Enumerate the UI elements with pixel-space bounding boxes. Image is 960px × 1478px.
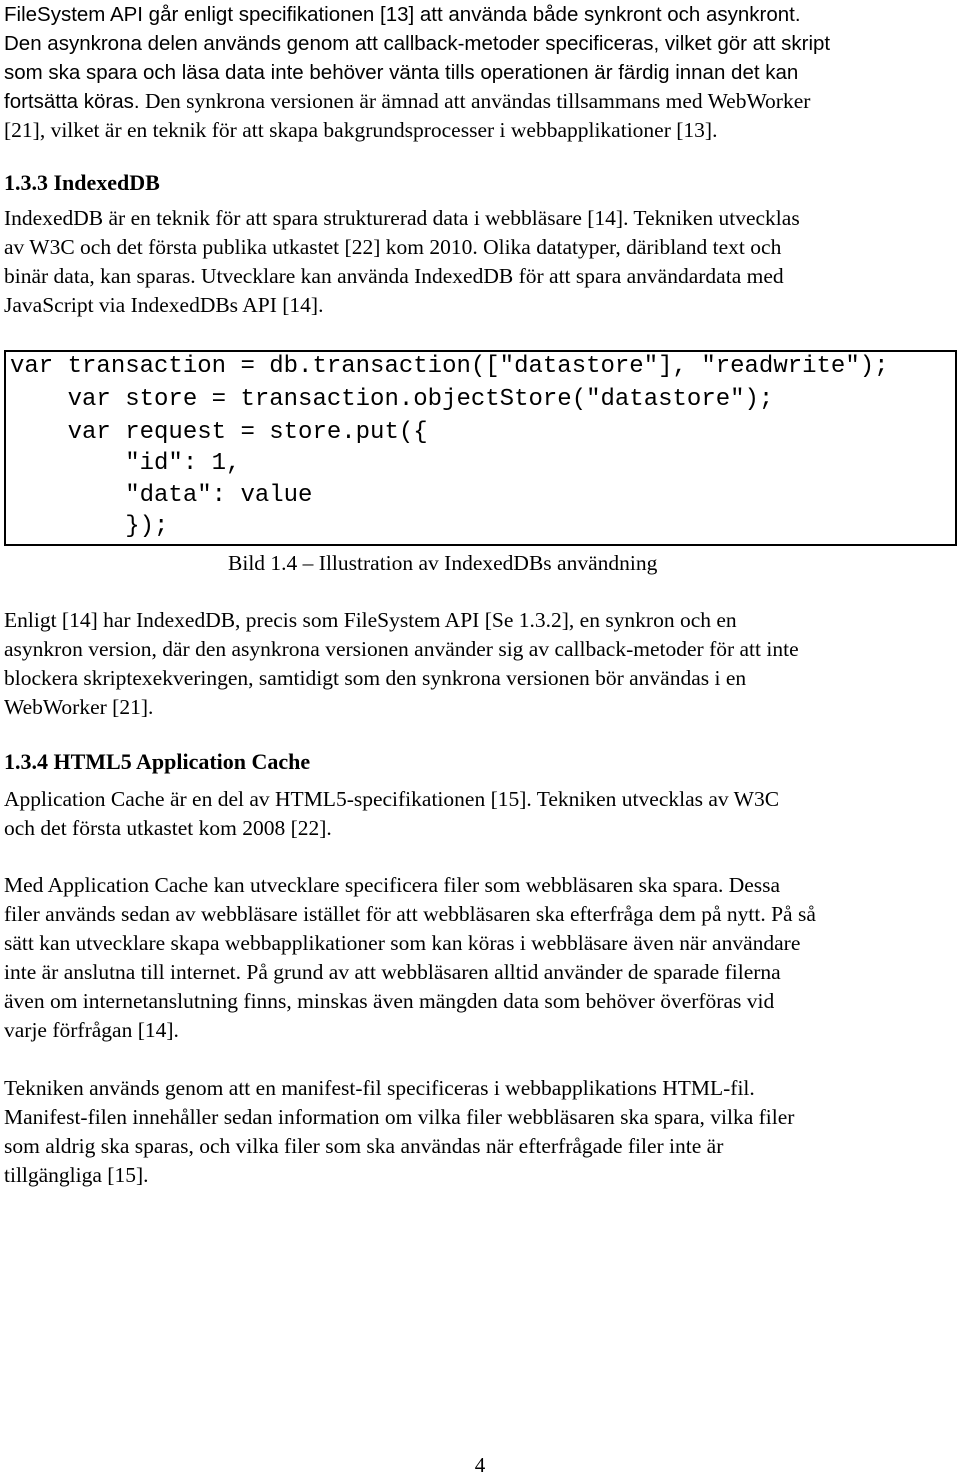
text-line: Den asynkrona delen används genom att callback-metoder specificeras, vilket gör att skript <box>4 32 831 55</box>
text-line: Tekniken används genom att en manifest-fil specificeras i webbapplikations HTML-fil. <box>4 1076 755 1100</box>
text-line: som aldrig ska sparas, och vilka filer som ska användas när efterfrågade filer inte är <box>4 1134 724 1158</box>
paragraph-appcache-manifest <box>4 1074 794 1190</box>
section-heading-appcache: 1.3.4 HTML5 Application Cache <box>4 749 311 774</box>
section-heading-indexeddb: 1.3.3 IndexedDB <box>4 170 160 195</box>
page-number: 4 <box>474 1453 486 1477</box>
code-line: var transaction = db.transaction(["datastore"], "readwrite"); <box>10 353 889 380</box>
text-span: fortsätta köras. <box>4 90 140 113</box>
code-line: "id": 1, <box>10 450 241 477</box>
text-line: JavaScript via IndexedDBs API [14]. <box>4 293 324 317</box>
text-line: filer används sedan av webbläsare istället för att webbläsaren ska efterfråga dem på nytt. På så <box>4 902 816 926</box>
code-line: "data": value <box>10 482 313 509</box>
text-line: asynkron version, där den asynkrona versionen använder sig av callback-metoder för att inte <box>4 637 799 661</box>
paragraph-appcache-intro <box>4 785 779 843</box>
text-line: tillgängliga [15]. <box>4 1163 149 1187</box>
code-line: }); <box>10 513 169 540</box>
code-figure <box>4 350 957 546</box>
text-line: Manifest-filen innehåller sedan information om vilka filer webbläsaren ska spara, vilka filer <box>4 1105 795 1129</box>
text-line: Med Application Cache kan utvecklare specificera filer som webbläsaren ska spara. Dessa <box>4 873 781 897</box>
text-line: WebWorker [21]. <box>4 695 154 719</box>
text-line: och det första utkastet kom 2008 [22]. <box>4 816 332 840</box>
figure-caption: Bild 1.4 – Illustration av IndexedDBs användning <box>228 551 658 575</box>
paragraph-indexeddb <box>4 204 800 320</box>
text-line: blockera skriptexekveringen, samtidigt som den synkrona versionen bör användas i en <box>4 666 747 690</box>
code-line: var request = store.put({ <box>10 419 428 446</box>
text-line: som ska spara och läsa data inte behöver vänta tills operationen är färdig innan det kan <box>4 61 799 84</box>
text-line: varje förfrågan [14]. <box>4 1018 179 1042</box>
paragraph-appcache-usage <box>4 871 816 1045</box>
text-line: IndexedDB är en teknik för att spara strukturerad data i webbläsare [14]. Tekniken utvecklas <box>4 206 800 230</box>
text-span: Den synkrona versionen är ämnad att användas tillsammans med WebWorker <box>139 89 811 113</box>
text-line: inte är anslutna till internet. På grund av att webbläsaren alltid använder de sparade filerna <box>4 960 781 984</box>
text-line: [21], vilket är en teknik för att skapa bakgrundsprocesser i webbapplikationer [13]. <box>4 118 718 142</box>
text-line: FileSystem API går enligt specifikationen [13] att använda både synkront och asynkront. <box>4 3 801 26</box>
paragraph-filesystem <box>4 0 830 145</box>
paragraph-indexeddb-sync <box>4 606 799 722</box>
text-line: sätt kan utvecklare skapa webbapplikationer som kan köras i webbläsare även när användare <box>4 931 801 955</box>
text-line: binär data, kan sparas. Utvecklare kan använda IndexedDB för att spara användardata med <box>4 264 784 288</box>
text-line: även om internetanslutning finns, minskas även mängden data som behöver överföras vid <box>4 989 775 1013</box>
text-line: Application Cache är en del av HTML5-specifikationen [15]. Tekniken utvecklas av W3C <box>4 787 780 811</box>
text-line-mixed <box>4 87 830 116</box>
text-line: av W3C och det första publika utkastet [22] kom 2010. Olika datatyper, däribland text och <box>4 235 782 259</box>
code-line: var store = transaction.objectStore("datastore"); <box>10 386 774 413</box>
text-line: Enligt [14] har IndexedDB, precis som FileSystem API [Se 1.3.2], en synkron och en <box>4 608 737 632</box>
